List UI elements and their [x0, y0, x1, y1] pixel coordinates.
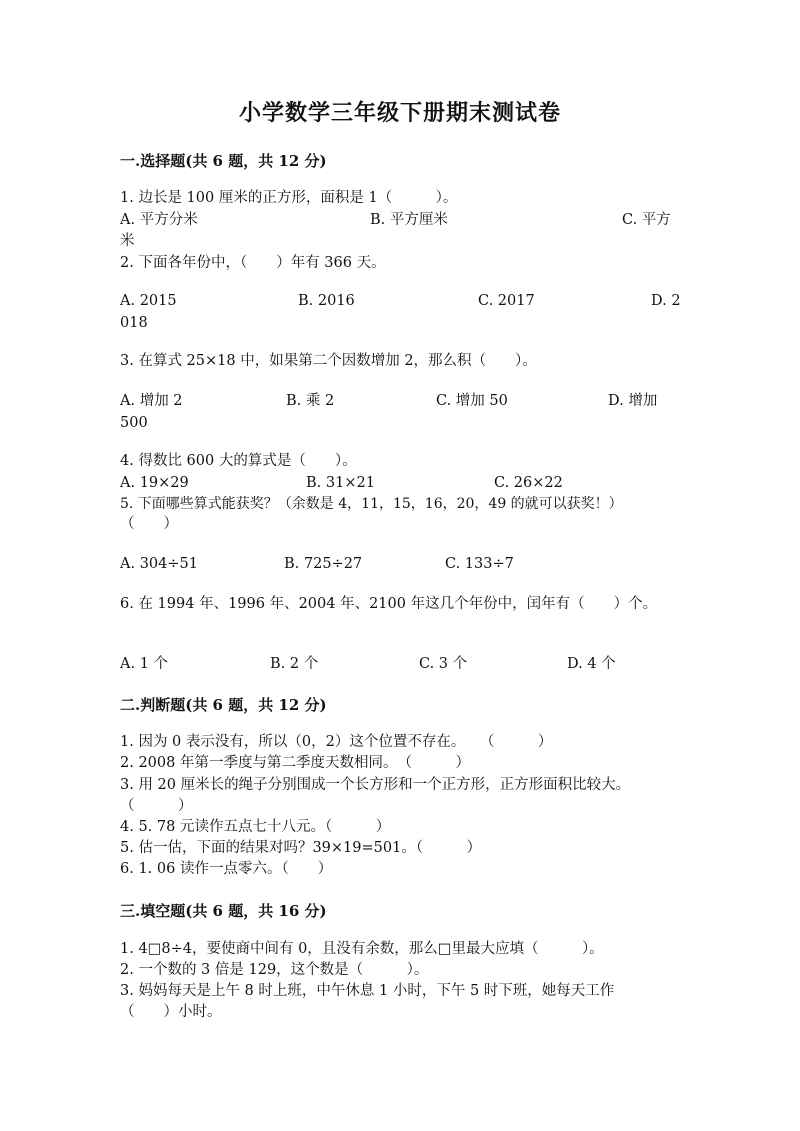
judge-item-5: 5. 估一估，下面的结果对吗？39×19=501。（ ）: [120, 840, 482, 856]
question-4-stem: 4. 得数比 600 大的算式是（ ）。: [120, 453, 357, 469]
section-heading-choice: 一.选择题(共 6 题，共 12 分): [120, 152, 327, 170]
question-5-option-a: A. 304÷51: [120, 556, 198, 572]
question-5-option-b: B. 725÷27: [284, 556, 363, 572]
judge-item-4: 4. 5. 78 元读作五点七十八元。（ ）: [120, 819, 391, 835]
question-1-option-c-wrap: 米: [120, 233, 135, 249]
section-heading-judge: 二.判断题(共 6 题，共 12 分): [120, 696, 327, 714]
question-5-stem-wrap: （ ）: [120, 516, 178, 532]
question-6-option-d: D. 4 个: [567, 656, 616, 672]
section-heading-fill: 三.填空题(共 6 题，共 16 分): [120, 902, 327, 920]
page-title: 小学数学三年级下册期末测试卷: [238, 100, 561, 126]
question-4-option-c: C. 26×22: [494, 475, 563, 491]
question-2-option-d: D. 2: [651, 293, 681, 309]
question-3-stem: 3. 在算式 25×18 中，如果第二个因数增加 2，那么积（ ）。: [120, 353, 537, 369]
question-1-option-b: B. 平方厘米: [370, 212, 448, 228]
question-5-option-c: C. 133÷7: [445, 556, 514, 572]
question-6-option-a: A. 1 个: [120, 656, 169, 672]
judge-item-3-wrap: （ ）: [120, 798, 193, 814]
question-2-option-d-wrap: 018: [120, 315, 148, 331]
fill-item-3: 3. 妈妈每天是上午 8 时上班，中午休息 1 小时，下午 5 时下班，她每天工作: [120, 983, 615, 999]
question-2-option-b: B. 2016: [298, 293, 355, 309]
question-3-option-c: C. 增加 50: [436, 393, 508, 409]
question-5-stem: 5. 下面哪些算式能获奖？（余数是 4，11，15，16，20，49 的就可以获奖！）: [120, 496, 623, 512]
fill-item-3-wrap: （ ）小时。: [120, 1004, 222, 1020]
judge-item-2: 2. 2008 年第一季度与第二季度天数相同。 （ ）: [120, 755, 470, 771]
question-6-option-b: B. 2 个: [270, 656, 319, 672]
question-3-option-a: A. 增加 2: [120, 393, 183, 409]
judge-item-3: 3. 用 20 厘米长的绳子分别围成一个长方形和一个正方形，正方形面积比较大。: [120, 777, 631, 793]
question-1-option-a: A. 平方分米: [120, 212, 198, 228]
question-2-stem: 2. 下面各年份中，（ ）年有 366 天。: [120, 255, 386, 271]
question-3-option-b: B. 乘 2: [286, 393, 335, 409]
question-6-stem: 6. 在 1994 年、1996 年、2004 年、2100 年这几个年份中，闰年有（ ）个。: [120, 596, 658, 612]
question-3-option-d: D. 增加: [608, 393, 658, 409]
question-1-option-c: C. 平方: [622, 212, 671, 228]
fill-item-1: 1. 4□8÷4，要使商中间有 0，且没有余数，那么□里最大应填（ ）。: [120, 941, 604, 957]
judge-item-6: 6. 1. 06 读作一点零六。（ ）: [120, 861, 333, 877]
fill-item-2: 2. 一个数的 3 倍是 129，这个数是（ ）。: [120, 962, 429, 978]
question-2-option-a: A. 2015: [120, 293, 177, 309]
question-4-option-a: A. 19×29: [120, 475, 189, 491]
question-2-option-c: C. 2017: [478, 293, 535, 309]
question-4-option-b: B. 31×21: [306, 475, 375, 491]
question-6-option-c: C. 3 个: [419, 656, 468, 672]
question-3-option-d-wrap: 500: [120, 415, 148, 431]
judge-item-1: 1. 因为 0 表示没有，所以（0，2）这个位置不存在。 （ ）: [120, 734, 553, 750]
question-1-stem: 1. 边长是 100 厘米的正方形，面积是 1（ ）。: [120, 190, 458, 206]
